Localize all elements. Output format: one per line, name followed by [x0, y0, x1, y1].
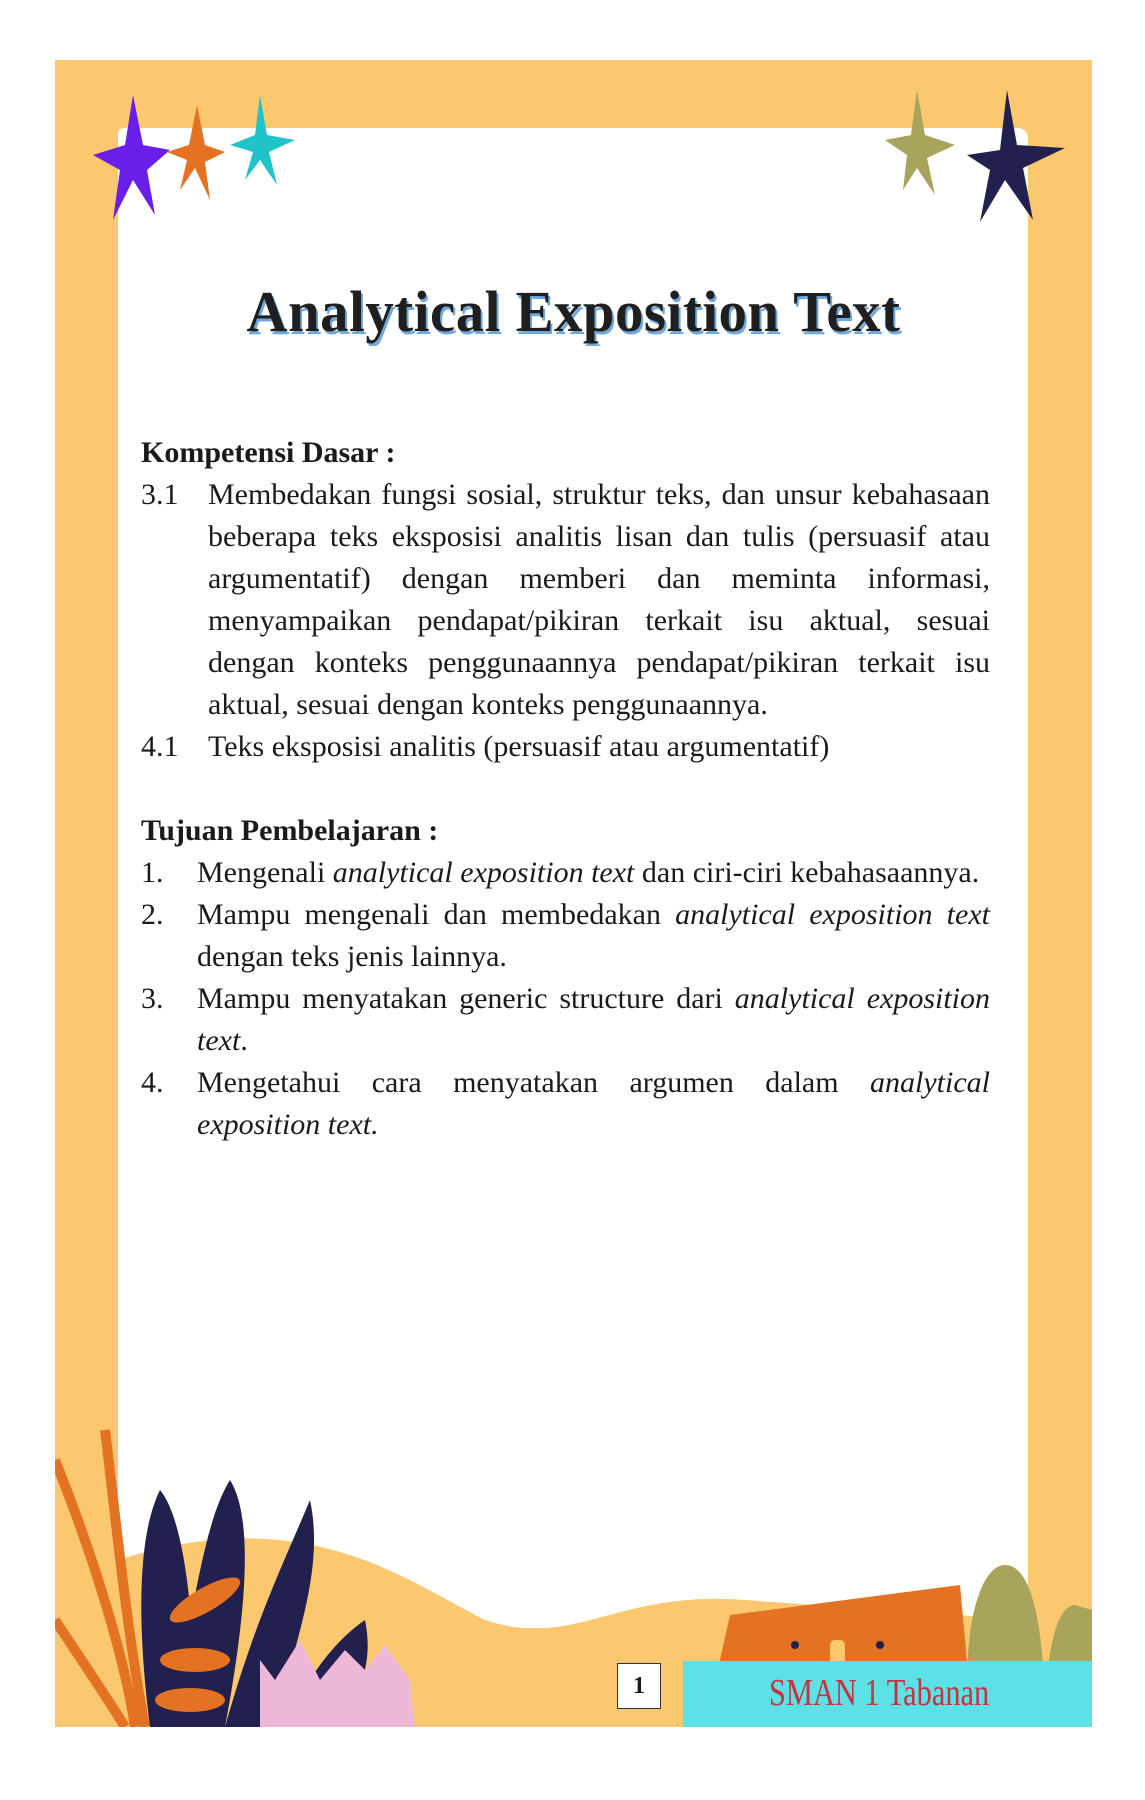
italic-term: analytical exposition text: [332, 856, 635, 889]
main-content: [141, 432, 990, 1146]
star-teal-icon: [230, 95, 295, 185]
star-navy-icon: [967, 90, 1065, 222]
item-number: 3.1: [141, 478, 179, 511]
school-banner: [683, 1661, 1092, 1727]
item-number: 4.: [141, 1066, 164, 1099]
kompetensi-heading: Kompetensi Dasar :: [141, 436, 396, 469]
page-number: 1: [617, 1663, 661, 1709]
item-number: 4.1: [141, 730, 179, 763]
tujuan-item: [141, 978, 990, 1062]
item-number: 1.: [141, 856, 164, 889]
kompetensi-item: [141, 726, 990, 768]
star-orange-icon: [167, 105, 225, 200]
tujuan-item: [141, 852, 990, 894]
star-purple-icon: [93, 95, 170, 220]
tujuan-item: [141, 1062, 990, 1146]
tujuan-item: [141, 894, 990, 978]
text-part: Mengetahui cara menyatakan argumen dalam: [197, 1066, 871, 1099]
item-text: Membedakan fungsi sosial, struktur teks, dan unsur kebahasaan beberapa teks eksposisi analitis lisan dan tulis (persuasif atau argumentatif) dengan memberi dan meminta informasi, menyampaikan pendapat/pikiran terkait isu aktual, sesuai dengan konteks penggunaannya pendapat/pikiran terkait isu aktual, sesuai dengan konteks penggunaannya.: [208, 478, 990, 721]
italic-term: analytical exposition text: [675, 898, 990, 931]
item-text: Teks eksposisi analitis (persuasif atau argumentatif): [208, 730, 830, 763]
italic-term: analytical exposition text.: [197, 1066, 990, 1141]
kompetensi-item: [141, 474, 990, 726]
item-number: 3.: [141, 982, 164, 1015]
page-title: Analytical Exposition Text: [246, 279, 901, 344]
item-text: [197, 852, 990, 894]
item-text: [197, 894, 990, 978]
star-olive-icon: [885, 90, 955, 195]
school-name: SMAN 1 Tabanan: [769, 1672, 990, 1714]
tujuan-heading: Tujuan Pembelajaran :: [141, 814, 439, 847]
item-number: 2.: [141, 898, 164, 931]
item-text: [197, 1062, 990, 1146]
text-part: Mengenali: [197, 856, 333, 889]
text-part: dan ciri-ciri kebahasaannya.: [634, 856, 980, 889]
text-part: .: [240, 1024, 248, 1057]
item-text: [197, 978, 990, 1062]
text-part: dengan teks jenis lainnya.: [197, 940, 507, 973]
italic-term: analytical exposition text: [197, 982, 991, 1057]
text-part: Mampu mengenali dan membedakan: [197, 898, 676, 931]
text-part: Mampu menyatakan generic structure dari: [197, 982, 735, 1015]
